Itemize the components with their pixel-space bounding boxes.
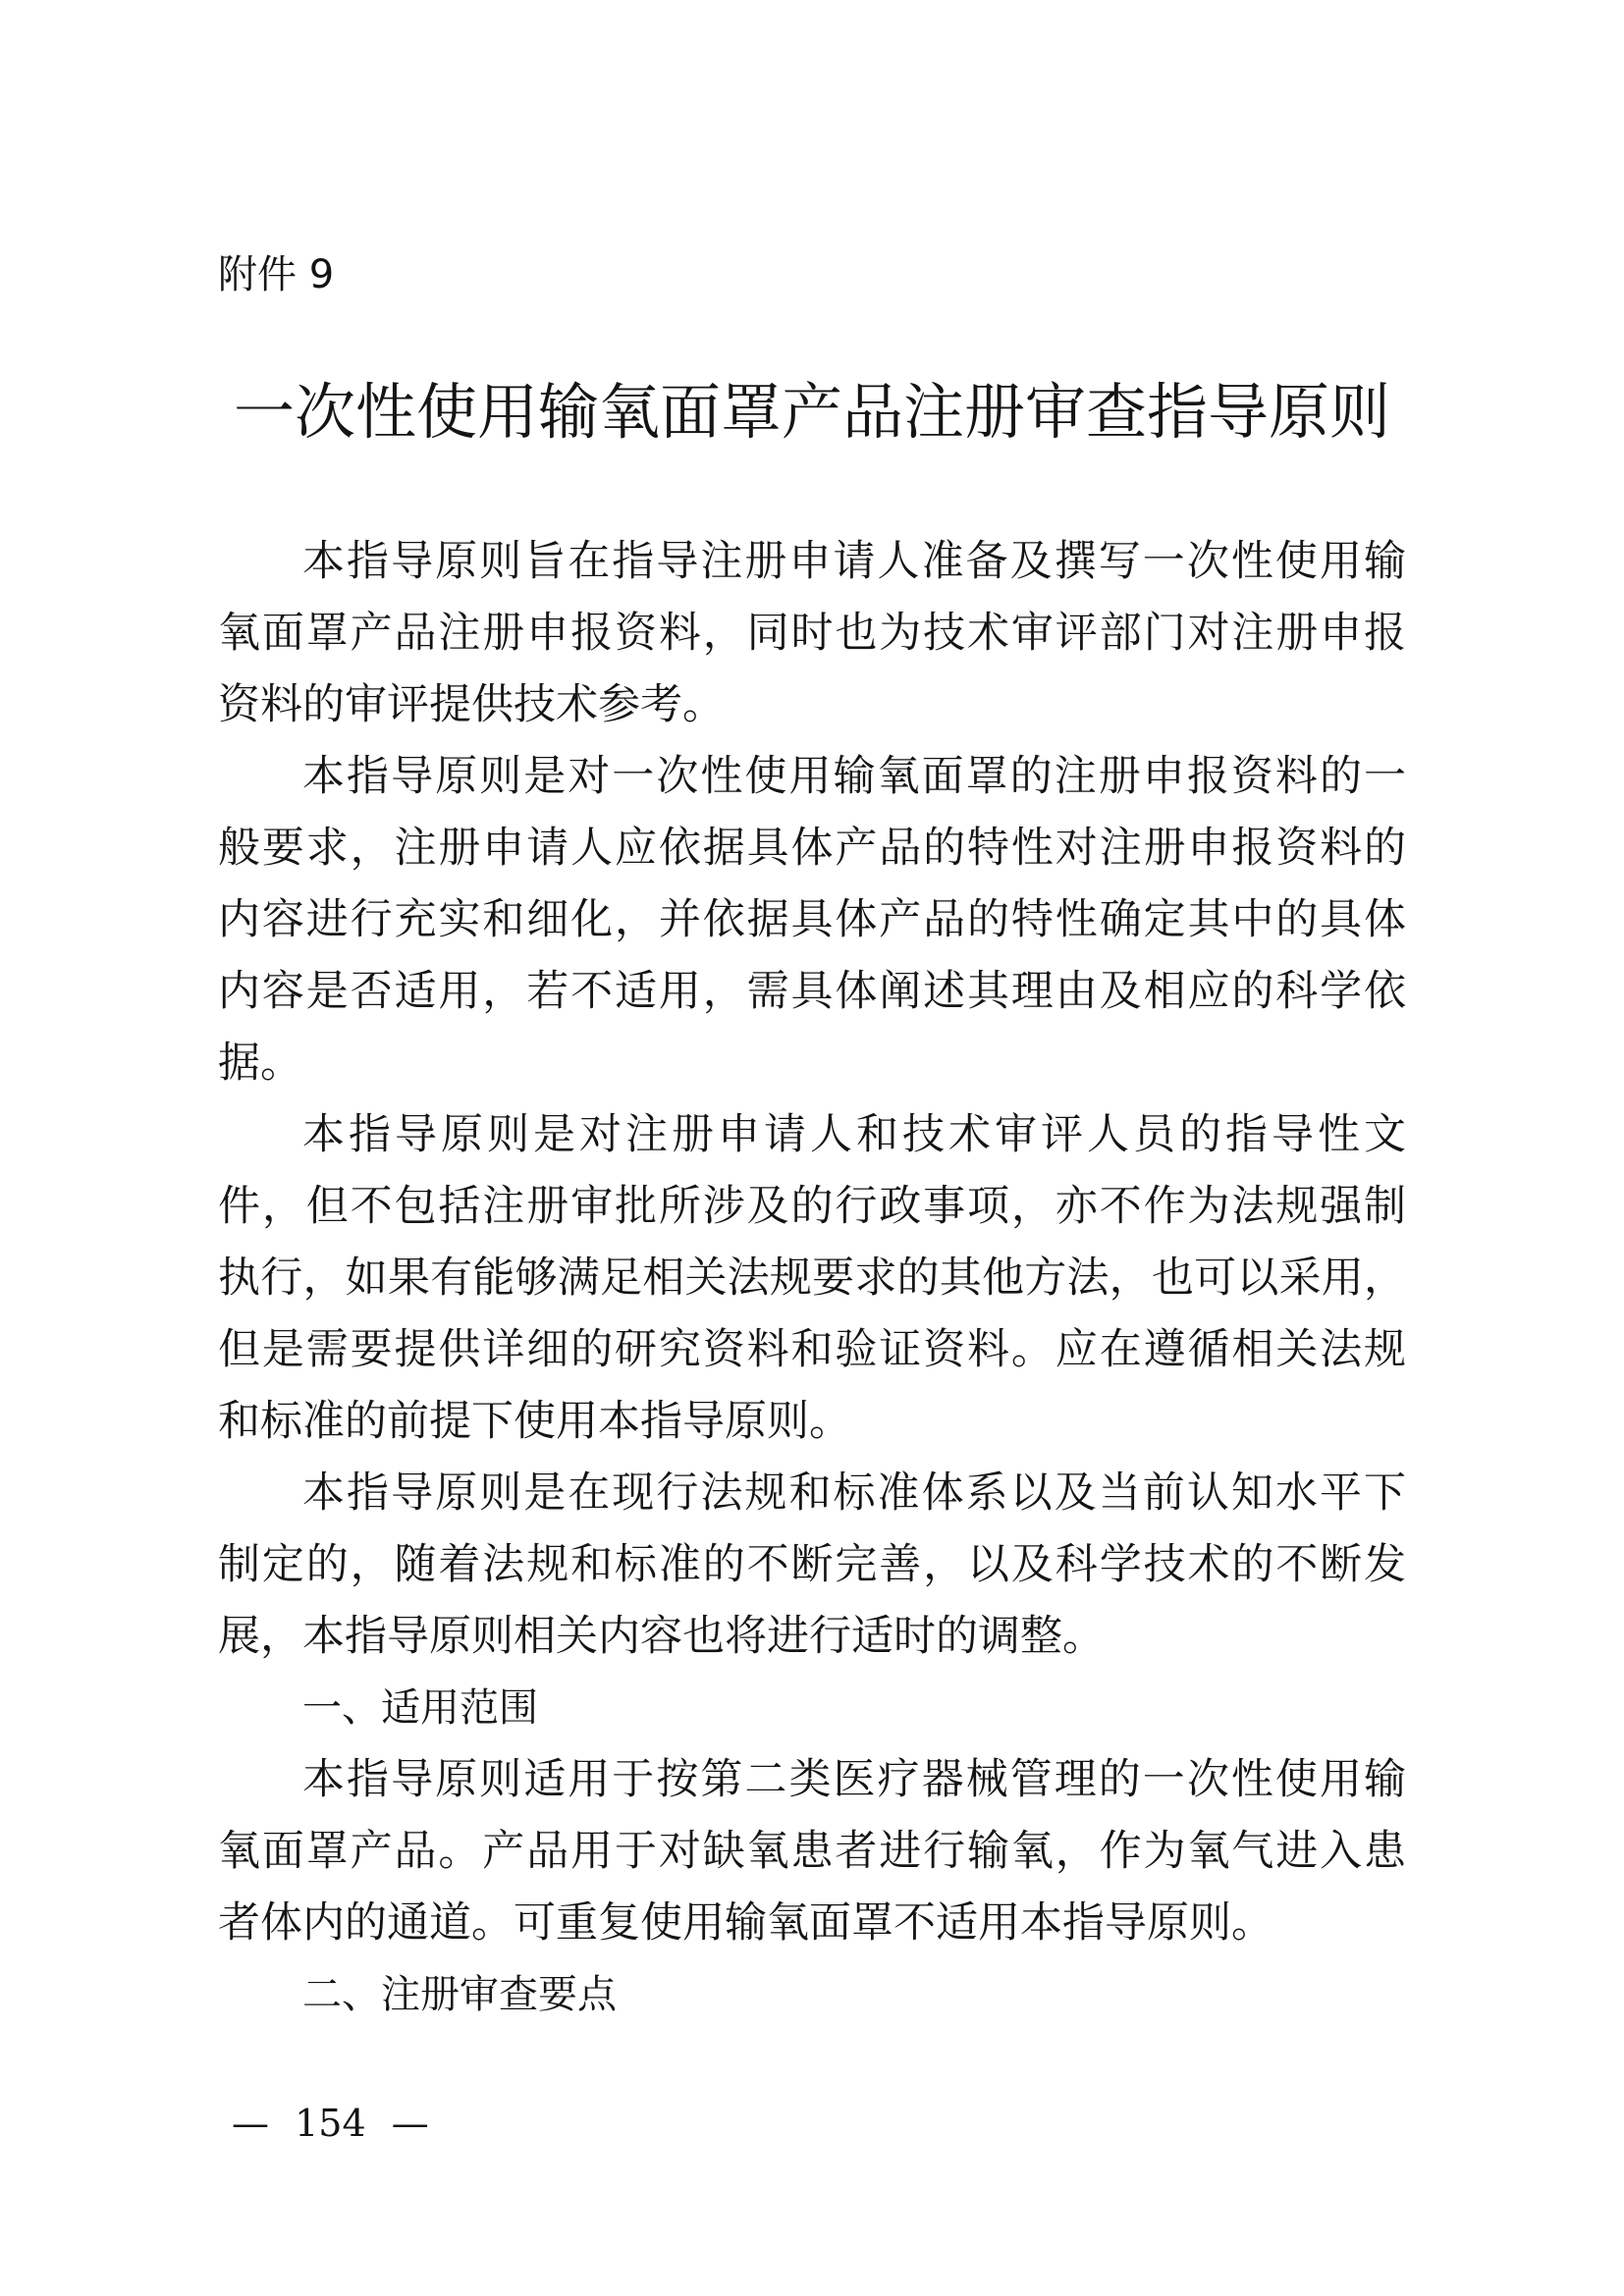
paragraph-line: 本指导原则是对注册申请人和技术审评人员的指导性文 xyxy=(302,1110,1406,1159)
paragraph-scope xyxy=(218,1744,1406,1959)
paragraph-line: 和标准的前提下使用本指导原则。 xyxy=(218,1397,851,1446)
paragraph-line: 执行，如果有能够满足相关法规要求的其他方法，也可以采用， xyxy=(218,1254,1406,1303)
paragraph-line: 但是需要提供详细的研究资料和验证资料。应在遵循相关法规 xyxy=(218,1325,1406,1374)
paragraph-3 xyxy=(218,1099,1406,1458)
page-number: 154 xyxy=(295,2102,366,2145)
paragraph-line: 般要求，注册申请人应依据具体产品的特性对注册申报资料的 xyxy=(218,824,1406,873)
section-heading-scope: 一、适用范围 xyxy=(302,1685,538,1731)
attachment-label: 附件 9 xyxy=(218,252,335,297)
paragraph-1 xyxy=(218,526,1406,741)
document-body xyxy=(218,526,1406,2031)
paragraph-line: 氧面罩产品注册申报资料，同时也为技术审评部门对注册申报 xyxy=(218,609,1406,658)
paragraph-line: 制定的，随着法规和标准的不断完善，以及科学技术的不断发 xyxy=(218,1540,1406,1589)
paragraph-line: 内容是否适用，若不适用，需具体阐述其理由及相应的科学依 xyxy=(218,967,1406,1016)
paragraph-2 xyxy=(218,741,1406,1099)
paragraph-line: 展，本指导原则相关内容也将进行适时的调整。 xyxy=(218,1612,1105,1661)
page-footer xyxy=(218,2099,443,2148)
paragraph-4 xyxy=(218,1458,1406,1673)
paragraph-line: 件，但不包括注册审批所涉及的行政事项，亦不作为法规强制 xyxy=(218,1182,1406,1231)
page-number-dash-right: — xyxy=(391,2102,429,2145)
paragraph-line: 者体内的通道。可重复使用输氧面罩不适用本指导原则。 xyxy=(218,1898,1273,1948)
paragraph-line: 本指导原则是对一次性使用输氧面罩的注册申报资料的一 xyxy=(302,752,1406,801)
paragraph-line: 本指导原则是在现行法规和标准体系以及当前认知水平下 xyxy=(302,1468,1406,1518)
section-heading-review-points: 二、注册审查要点 xyxy=(302,1972,617,2017)
paragraph-line: 本指导原则旨在指导注册申请人准备及撰写一次性使用输 xyxy=(302,537,1406,586)
paragraph-line: 内容进行充实和细化，并依据具体产品的特性确定其中的具体 xyxy=(218,895,1406,944)
document-title: 一次性使用输氧面罩产品注册审查指导原则 xyxy=(233,376,1390,448)
page-number-dash-left: — xyxy=(232,2102,269,2145)
paragraph-line: 氧面罩产品。产品用于对缺氧患者进行输氧，作为氧气进入患 xyxy=(218,1827,1406,1876)
paragraph-line: 本指导原则适用于按第二类医疗器械管理的一次性使用输 xyxy=(302,1755,1406,1804)
paragraph-line: 据。 xyxy=(218,1039,302,1088)
paragraph-line: 资料的审评提供技术参考。 xyxy=(218,680,725,729)
